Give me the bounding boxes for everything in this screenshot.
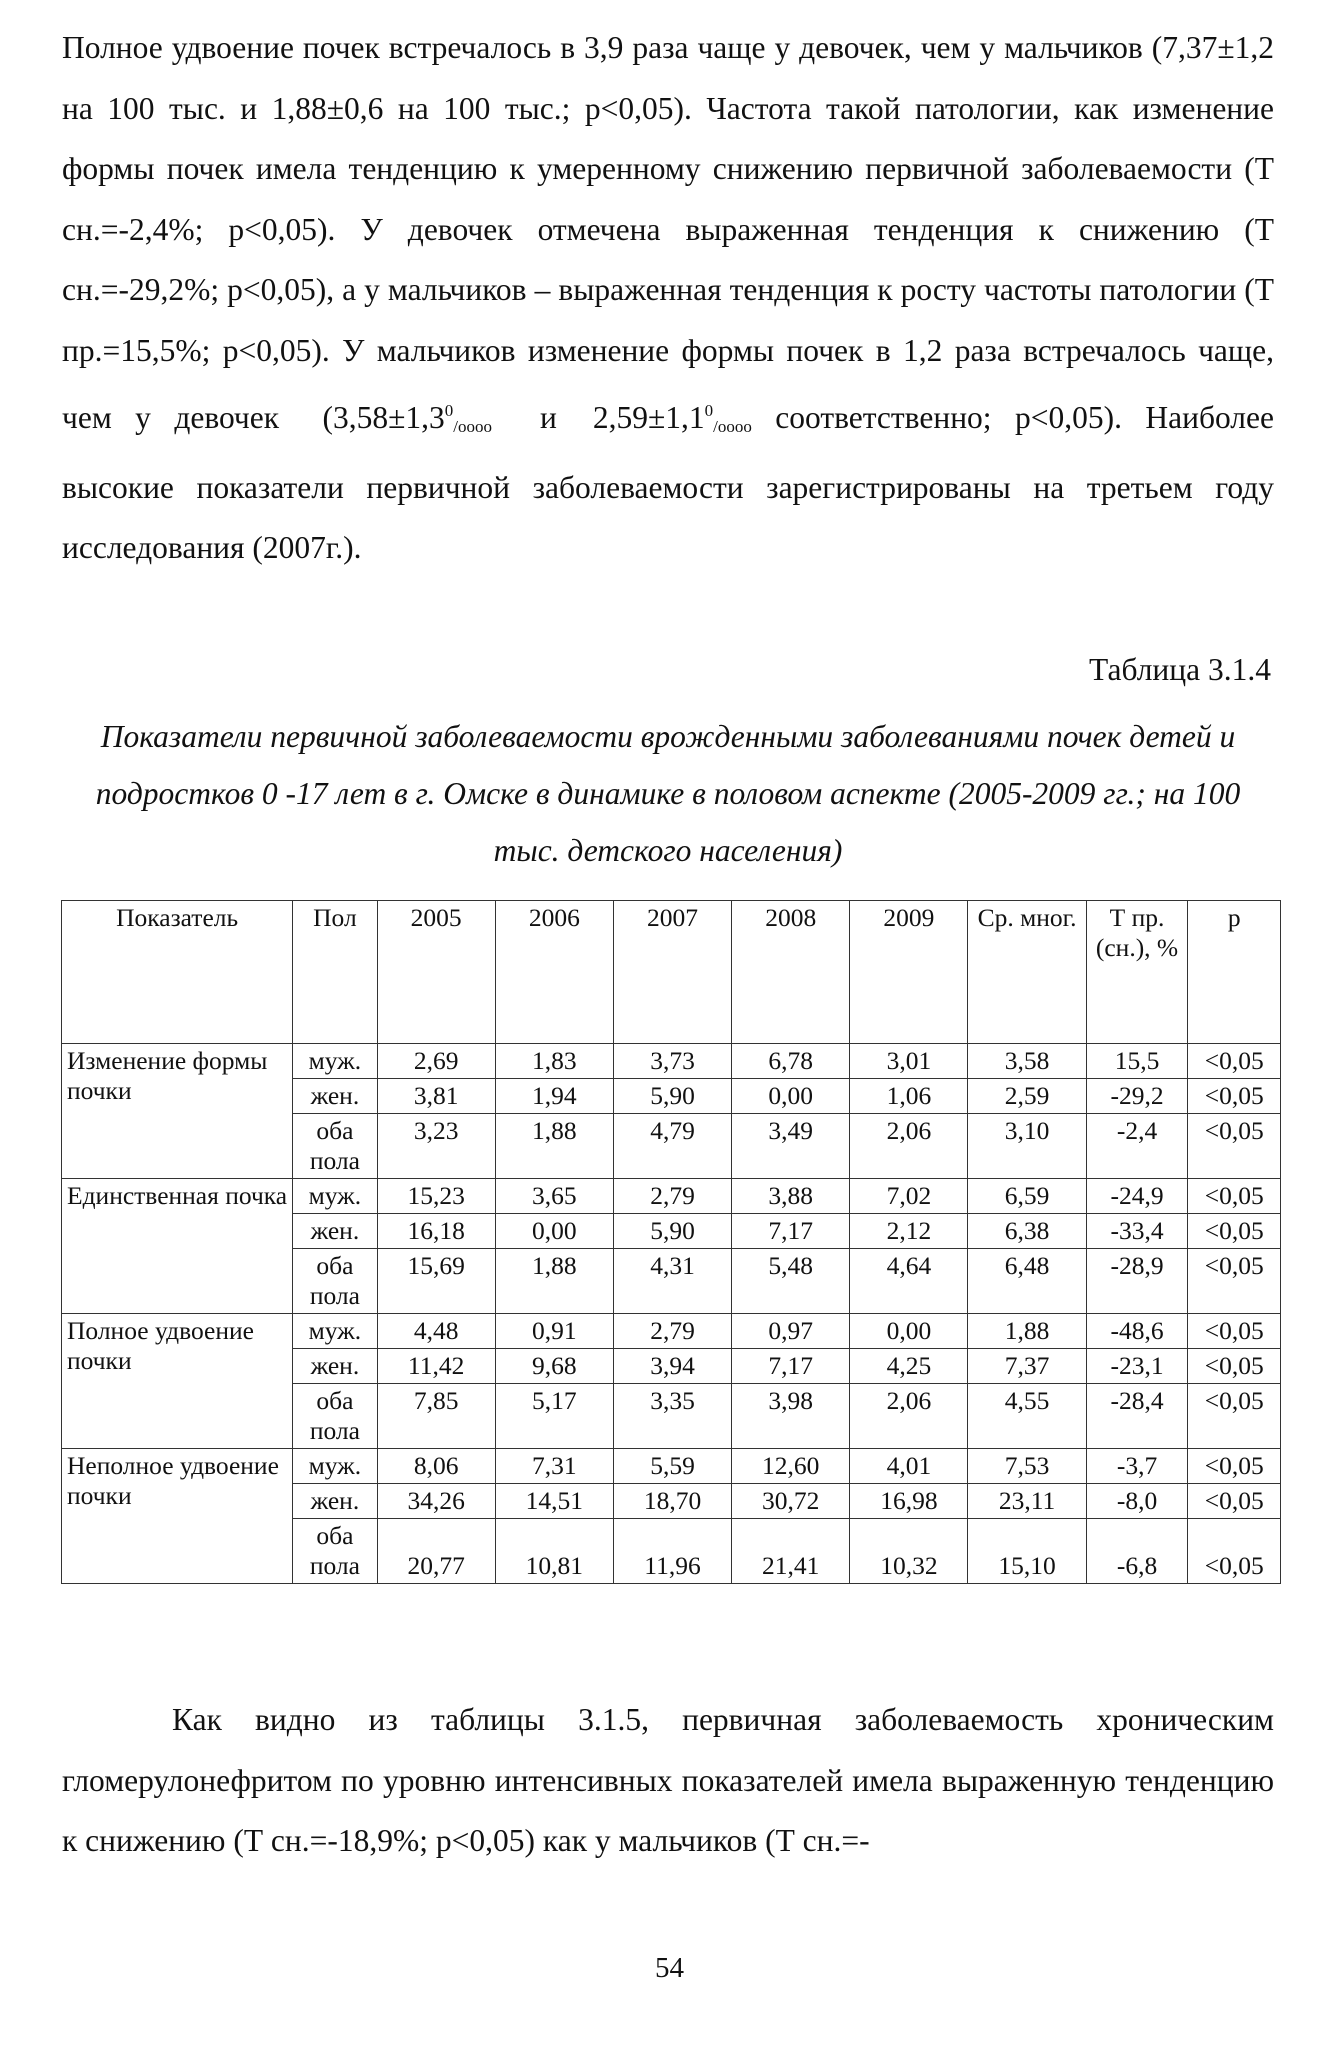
- value-cell: 7,85: [377, 1384, 495, 1449]
- value-cell: 2,59: [968, 1079, 1086, 1114]
- sex-cell: оба пола: [293, 1114, 377, 1179]
- value-cell: 3,65: [495, 1179, 613, 1214]
- value-cell: 0,00: [850, 1314, 968, 1349]
- value-cell: 6,38: [968, 1214, 1086, 1249]
- table-caption: Показатели первичной заболеваемости врожденными заболеваниями почек детей и подростков 0 -17 лет в г. Омске в динамике в половом аспекте (2005-2009 гг.; на 100 тыс. детского населения): [95, 719, 1241, 868]
- value-cell: 2,79: [613, 1179, 731, 1214]
- value-cell: 30,72: [732, 1484, 850, 1519]
- value-cell: 4,48: [377, 1314, 495, 1349]
- data-table: [61, 900, 1281, 1584]
- value-cell: 6,59: [968, 1179, 1086, 1214]
- value-cell: 20,77: [377, 1519, 495, 1584]
- table-row: [62, 1449, 1281, 1484]
- value-cell: 8,06: [377, 1449, 495, 1484]
- table-row: [62, 1044, 1281, 1079]
- value-cell: 12,60: [732, 1449, 850, 1484]
- indicator-cell: Неполное удвоение почки: [62, 1449, 293, 1584]
- value-cell: 5,90: [613, 1214, 731, 1249]
- sex-cell: жен.: [293, 1079, 377, 1114]
- header-indicator: Показатель: [62, 901, 293, 1044]
- header-2009: 2009: [850, 901, 968, 1044]
- table-header-row: [62, 901, 1281, 1044]
- value-cell: <0,05: [1188, 1484, 1281, 1519]
- header-average: Ср. мног.: [968, 901, 1086, 1044]
- value-cell: 3,81: [377, 1079, 495, 1114]
- value-cell: -29,2: [1086, 1079, 1188, 1114]
- fraction-2: $2,59\pm 1,1^0_{/oooo}$: [592, 400, 752, 436]
- value-cell: -8,0: [1086, 1484, 1188, 1519]
- value-cell: 1,06: [850, 1079, 968, 1114]
- value-cell: 7,31: [495, 1449, 613, 1484]
- value-cell: <0,05: [1188, 1079, 1281, 1114]
- value-cell: -2,4: [1086, 1114, 1188, 1179]
- value-cell: <0,05: [1188, 1044, 1281, 1079]
- value-cell: 2,79: [613, 1314, 731, 1349]
- sex-cell: муж.: [293, 1179, 377, 1214]
- value-cell: 3,35: [613, 1384, 731, 1449]
- value-cell: 2,06: [850, 1384, 968, 1449]
- sex-cell: жен.: [293, 1484, 377, 1519]
- value-cell: 4,01: [850, 1449, 968, 1484]
- value-cell: <0,05: [1188, 1384, 1281, 1449]
- value-cell: -48,6: [1086, 1314, 1188, 1349]
- value-cell: 1,88: [495, 1249, 613, 1314]
- table-row: [62, 1314, 1281, 1349]
- value-cell: 0,00: [732, 1079, 850, 1114]
- value-cell: 1,94: [495, 1079, 613, 1114]
- value-cell: 15,23: [377, 1179, 495, 1214]
- page-number: 54: [655, 1952, 684, 1984]
- sex-cell: жен.: [293, 1214, 377, 1249]
- indicator-cell: Изменение формы почки: [62, 1044, 293, 1179]
- table-label: Таблица 3.1.4: [1089, 652, 1271, 687]
- value-cell: 3,23: [377, 1114, 495, 1179]
- value-cell: <0,05: [1188, 1519, 1281, 1584]
- header-p: p: [1188, 901, 1281, 1044]
- value-cell: 5,48: [732, 1249, 850, 1314]
- value-cell: 34,26: [377, 1484, 495, 1519]
- value-cell: 21,41: [732, 1519, 850, 1584]
- value-cell: 5,59: [613, 1449, 731, 1484]
- value-cell: 16,18: [377, 1214, 495, 1249]
- sex-cell: жен.: [293, 1349, 377, 1384]
- value-cell: 7,17: [732, 1214, 850, 1249]
- value-cell: -23,1: [1086, 1349, 1188, 1384]
- value-cell: 0,97: [732, 1314, 850, 1349]
- value-cell: 18,70: [613, 1484, 731, 1519]
- value-cell: 16,98: [850, 1484, 968, 1519]
- paragraph-top-text: Полное удвоение почек встречалось в 3,9 раза чаще у девочек, чем у мальчиков (7,37±1,2 на 100 тыс. и 1,88±0,6 на 100 тыс.; p<0,05). Частота такой патологии, как изменение формы почек имела тенденцию к умеренному снижению первичной заболеваемости (Т сн.=-2,4%; p<0,05). У девочек отмечена выраженная тенденция к снижению (Т сн.=-29,2%; p<0,05), а у мальчиков – выраженная тенденция к росту частоты патологии (Т пр.=15,5%; p<0,05). У мальчиков изменение формы почек в 1,2 раза встречалось чаще, чем у девочек: [62, 30, 1274, 435]
- value-cell: -24,9: [1086, 1179, 1188, 1214]
- value-cell: 3,10: [968, 1114, 1086, 1179]
- value-cell: 0,91: [495, 1314, 613, 1349]
- value-cell: -28,9: [1086, 1249, 1188, 1314]
- paragraph-top-end: соответственно; p<0,05). Наиболее высокие показатели первичной заболеваемости зарегистрированы на третьем году исследования (2007г.).: [62, 400, 1274, 565]
- value-cell: 2,06: [850, 1114, 968, 1179]
- value-cell: 5,90: [613, 1079, 731, 1114]
- indicator-cell: Полное удвоение почки: [62, 1314, 293, 1449]
- value-cell: 7,53: [968, 1449, 1086, 1484]
- sex-cell: оба пола: [293, 1384, 377, 1449]
- header-2007: 2007: [613, 901, 731, 1044]
- indicator-cell: Единственная почка: [62, 1179, 293, 1314]
- conjunction: и: [539, 400, 557, 435]
- value-cell: 3,58: [968, 1044, 1086, 1079]
- value-cell: 7,02: [850, 1179, 968, 1214]
- value-cell: <0,05: [1188, 1249, 1281, 1314]
- value-cell: 3,94: [613, 1349, 731, 1384]
- value-cell: 4,79: [613, 1114, 731, 1179]
- value-cell: 3,98: [732, 1384, 850, 1449]
- value-cell: 4,31: [613, 1249, 731, 1314]
- sex-cell: муж.: [293, 1449, 377, 1484]
- value-cell: 2,12: [850, 1214, 968, 1249]
- value-cell: 2,69: [377, 1044, 495, 1079]
- paragraph-top: [62, 18, 1274, 579]
- header-trend: Т пр. (сн.), %: [1086, 901, 1188, 1044]
- value-cell: 6,78: [732, 1044, 850, 1079]
- value-cell: 7,17: [732, 1349, 850, 1384]
- value-cell: -28,4: [1086, 1384, 1188, 1449]
- value-cell: 4,55: [968, 1384, 1086, 1449]
- value-cell: -33,4: [1086, 1214, 1188, 1249]
- header-2008: 2008: [732, 901, 850, 1044]
- value-cell: 1,88: [495, 1114, 613, 1179]
- value-cell: 4,64: [850, 1249, 968, 1314]
- value-cell: <0,05: [1188, 1349, 1281, 1384]
- value-cell: 9,68: [495, 1349, 613, 1384]
- value-cell: 3,88: [732, 1179, 850, 1214]
- value-cell: 15,5: [1086, 1044, 1188, 1079]
- value-cell: 10,81: [495, 1519, 613, 1584]
- value-cell: <0,05: [1188, 1179, 1281, 1214]
- value-cell: 10,32: [850, 1519, 968, 1584]
- value-cell: 7,37: [968, 1349, 1086, 1384]
- value-cell: 3,73: [613, 1044, 731, 1079]
- value-cell: 1,88: [968, 1314, 1086, 1349]
- value-cell: 4,25: [850, 1349, 968, 1384]
- sex-cell: оба пола: [293, 1519, 377, 1584]
- header-2006: 2006: [495, 901, 613, 1044]
- value-cell: <0,05: [1188, 1214, 1281, 1249]
- value-cell: 3,01: [850, 1044, 968, 1079]
- value-cell: 15,10: [968, 1519, 1086, 1584]
- table-row: [62, 1179, 1281, 1214]
- value-cell: 0,00: [495, 1214, 613, 1249]
- fraction-1: ($3,58\pm 1,3^0_{/oooo}$: [322, 400, 492, 436]
- value-cell: <0,05: [1188, 1449, 1281, 1484]
- value-cell: 11,42: [377, 1349, 495, 1384]
- value-cell: 11,96: [613, 1519, 731, 1584]
- value-cell: 1,83: [495, 1044, 613, 1079]
- value-cell: 23,11: [968, 1484, 1086, 1519]
- value-cell: <0,05: [1188, 1314, 1281, 1349]
- sex-cell: оба пола: [293, 1249, 377, 1314]
- header-sex: Пол: [293, 901, 377, 1044]
- sex-cell: муж.: [293, 1314, 377, 1349]
- value-cell: 3,49: [732, 1114, 850, 1179]
- value-cell: -6,8: [1086, 1519, 1188, 1584]
- value-cell: <0,05: [1188, 1114, 1281, 1179]
- sex-cell: муж.: [293, 1044, 377, 1079]
- value-cell: -3,7: [1086, 1449, 1188, 1484]
- value-cell: 6,48: [968, 1249, 1086, 1314]
- value-cell: 15,69: [377, 1249, 495, 1314]
- header-2005: 2005: [377, 901, 495, 1044]
- value-cell: 5,17: [495, 1384, 613, 1449]
- value-cell: 14,51: [495, 1484, 613, 1519]
- paragraph-bottom: Как видно из таблицы 3.1.5, первичная заболеваемость хроническим гломерулонефритом по уровню интенсивных показателей имела выраженную тенденцию к снижению (Т сн.=-18,9%; p<0,05) как у мальчиков (Т сн.=-: [62, 1702, 1274, 1858]
